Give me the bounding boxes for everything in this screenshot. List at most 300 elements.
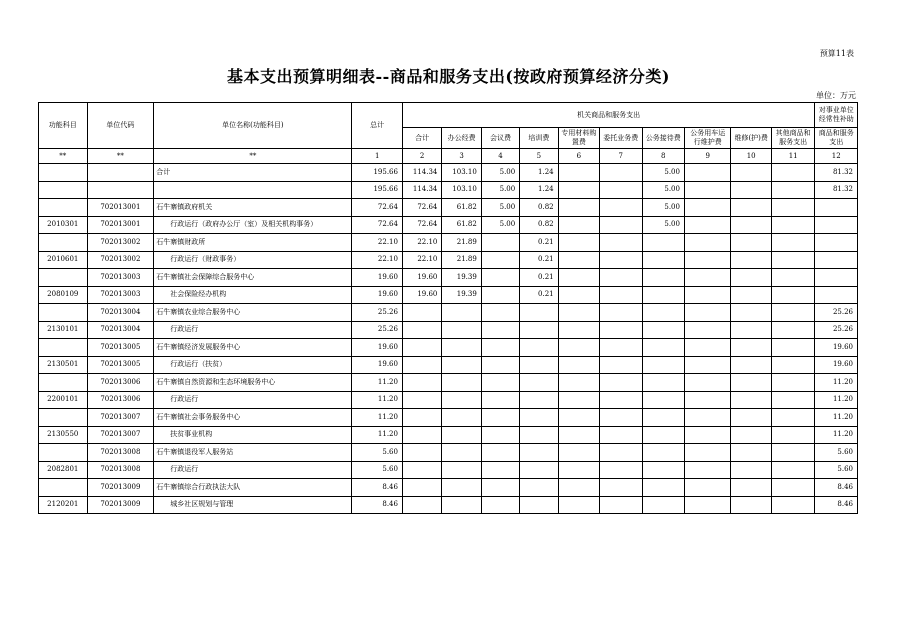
amount-cell: 1.24: [520, 164, 558, 182]
amount-cell: [481, 479, 519, 497]
amount-cell: [684, 216, 731, 234]
amount-cell: [771, 199, 815, 217]
amount-cell: [442, 304, 481, 322]
amount-cell: [558, 269, 599, 287]
amount-cell: [600, 251, 642, 269]
total-cell: 5.60: [352, 444, 403, 462]
subsidy-cell: 5.60: [815, 444, 858, 462]
subsidy-cell: [815, 269, 858, 287]
amount-cell: [520, 374, 558, 392]
amount-cell: 22.10: [402, 251, 441, 269]
total-cell: 72.64: [352, 199, 403, 217]
index-cell: 11: [771, 149, 815, 164]
amount-cell: [402, 391, 441, 409]
amount-cell: [684, 286, 731, 304]
index-cell: 2: [402, 149, 441, 164]
total-cell: 11.20: [352, 374, 403, 392]
amount-cell: [402, 374, 441, 392]
amount-cell: 103.10: [442, 181, 481, 199]
total-cell: 19.60: [352, 356, 403, 374]
amount-cell: [442, 409, 481, 427]
amount-cell: [600, 444, 642, 462]
subsidy-cell: 81.32: [815, 164, 858, 182]
amount-cell: [520, 496, 558, 514]
header-col-1: 办公经费: [442, 128, 481, 149]
unit-code-cell: 702013008: [87, 461, 154, 479]
amount-cell: [771, 286, 815, 304]
subsidy-cell: 19.60: [815, 356, 858, 374]
unit-code-cell: 702013007: [87, 409, 154, 427]
total-cell: 19.60: [352, 269, 403, 287]
subsidy-cell: 25.26: [815, 304, 858, 322]
amount-cell: [520, 426, 558, 444]
unit-code-cell: 702013004: [87, 304, 154, 322]
amount-cell: [600, 426, 642, 444]
unit-code-cell: 702013003: [87, 269, 154, 287]
amount-cell: 19.60: [402, 286, 441, 304]
amount-cell: [771, 479, 815, 497]
index-cell: **: [87, 149, 154, 164]
amount-cell: [642, 286, 684, 304]
unit-note: 单位：万元: [816, 91, 856, 100]
amount-cell: [600, 321, 642, 339]
index-cell: **: [39, 149, 88, 164]
amount-cell: [684, 181, 731, 199]
unit-name-cell: 行政运行（扶贫）: [154, 356, 352, 374]
amount-cell: 72.64: [402, 216, 441, 234]
unit-name-cell: 行政运行: [154, 321, 352, 339]
index-cell: **: [154, 149, 352, 164]
func-subject-cell: [39, 181, 88, 199]
amount-cell: [402, 409, 441, 427]
amount-cell: [731, 426, 771, 444]
unit-name-cell: 行政运行: [154, 391, 352, 409]
table-row: [39, 164, 858, 182]
amount-cell: [402, 479, 441, 497]
amount-cell: [642, 356, 684, 374]
amount-cell: [520, 339, 558, 357]
table-row: [39, 444, 858, 462]
amount-cell: [771, 374, 815, 392]
amount-cell: [520, 391, 558, 409]
func-subject-cell: [39, 164, 88, 182]
unit-code-cell: 702013005: [87, 356, 154, 374]
amount-cell: [600, 391, 642, 409]
amount-cell: [481, 461, 519, 479]
amount-cell: [558, 409, 599, 427]
amount-cell: [731, 286, 771, 304]
amount-cell: [731, 461, 771, 479]
amount-cell: [684, 356, 731, 374]
index-cell: 12: [815, 149, 858, 164]
amount-cell: [481, 269, 519, 287]
unit-name-cell: 城乡社区规划与管理: [154, 496, 352, 514]
table-row: [39, 479, 858, 497]
subsidy-cell: 11.20: [815, 426, 858, 444]
amount-cell: [731, 199, 771, 217]
header-row-1: [39, 103, 858, 128]
amount-cell: [600, 269, 642, 287]
func-subject-cell: 2010301: [39, 216, 88, 234]
amount-cell: [771, 496, 815, 514]
amount-cell: [442, 426, 481, 444]
amount-cell: [600, 164, 642, 182]
amount-cell: [442, 479, 481, 497]
total-cell: 22.10: [352, 234, 403, 252]
header-subsidy-col: 商品和服务支出: [815, 128, 858, 149]
total-cell: 19.60: [352, 339, 403, 357]
amount-cell: [481, 339, 519, 357]
amount-cell: [558, 164, 599, 182]
subsidy-cell: 19.60: [815, 339, 858, 357]
header-col-4: 专用材料购置费: [558, 128, 599, 149]
total-cell: 19.60: [352, 286, 403, 304]
header-group-label: 机关商品和服务支出: [402, 103, 814, 128]
budget-table: [38, 102, 858, 514]
amount-cell: 5.00: [481, 216, 519, 234]
func-subject-cell: [39, 479, 88, 497]
amount-cell: [642, 391, 684, 409]
amount-cell: [684, 251, 731, 269]
amount-cell: [402, 321, 441, 339]
amount-cell: [481, 286, 519, 304]
total-cell: 11.20: [352, 426, 403, 444]
amount-cell: [481, 409, 519, 427]
table-row: [39, 426, 858, 444]
amount-cell: [771, 304, 815, 322]
amount-cell: [600, 304, 642, 322]
unit-name-cell: 石牛寨镇政府机关: [154, 199, 352, 217]
amount-cell: [731, 304, 771, 322]
amount-cell: 19.39: [442, 286, 481, 304]
amount-cell: [558, 199, 599, 217]
index-cell: 3: [442, 149, 481, 164]
amount-cell: [684, 391, 731, 409]
amount-cell: 0.21: [520, 251, 558, 269]
amount-cell: [402, 339, 441, 357]
amount-cell: 5.00: [481, 181, 519, 199]
amount-cell: 19.39: [442, 269, 481, 287]
amount-cell: 19.60: [402, 269, 441, 287]
amount-cell: [771, 181, 815, 199]
func-subject-cell: 2120201: [39, 496, 88, 514]
amount-cell: 114.34: [402, 181, 441, 199]
amount-cell: 5.00: [481, 199, 519, 217]
amount-cell: [684, 199, 731, 217]
unit-name-cell: 社会保险经办机构: [154, 286, 352, 304]
unit-code-cell: 702013004: [87, 321, 154, 339]
table-row: [39, 374, 858, 392]
amount-cell: [684, 339, 731, 357]
index-cell: 6: [558, 149, 599, 164]
index-cell: 7: [600, 149, 642, 164]
total-cell: 25.26: [352, 304, 403, 322]
unit-code-cell: 702013007: [87, 426, 154, 444]
amount-cell: 22.10: [402, 234, 441, 252]
func-subject-cell: 2130101: [39, 321, 88, 339]
amount-cell: [600, 356, 642, 374]
amount-cell: [642, 321, 684, 339]
amount-cell: 21.89: [442, 251, 481, 269]
table-row: [39, 356, 858, 374]
table-row: [39, 304, 858, 322]
func-subject-cell: 2200101: [39, 391, 88, 409]
amount-cell: [481, 356, 519, 374]
amount-cell: [771, 234, 815, 252]
header-col-9: 其他商品和服务支出: [771, 128, 815, 149]
func-subject-cell: [39, 199, 88, 217]
func-subject-cell: [39, 374, 88, 392]
func-subject-cell: 2082801: [39, 461, 88, 479]
amount-cell: [558, 304, 599, 322]
unit-code-cell: [87, 181, 154, 199]
unit-name-cell: 石牛寨镇农业综合服务中心: [154, 304, 352, 322]
amount-cell: [771, 216, 815, 234]
amount-cell: [520, 444, 558, 462]
page-title: 基本支出预算明细表--商品和服务支出(按政府预算经济分类): [227, 67, 670, 86]
amount-cell: [442, 374, 481, 392]
amount-cell: 5.00: [481, 164, 519, 182]
total-cell: 22.10: [352, 251, 403, 269]
func-subject-cell: 2130501: [39, 356, 88, 374]
func-subject-cell: [39, 444, 88, 462]
amount-cell: [771, 251, 815, 269]
amount-cell: [442, 496, 481, 514]
unit-name-cell: 行政运行: [154, 461, 352, 479]
table-row: [39, 321, 858, 339]
amount-cell: [684, 409, 731, 427]
amount-cell: 0.82: [520, 199, 558, 217]
amount-cell: [771, 444, 815, 462]
amount-cell: [600, 374, 642, 392]
amount-cell: [442, 321, 481, 339]
amount-cell: [684, 479, 731, 497]
amount-cell: [684, 496, 731, 514]
amount-cell: [684, 444, 731, 462]
amount-cell: [402, 444, 441, 462]
amount-cell: [731, 374, 771, 392]
total-cell: 11.20: [352, 409, 403, 427]
amount-cell: [481, 251, 519, 269]
unit-code-cell: 702013006: [87, 391, 154, 409]
header-total: 总计: [352, 103, 403, 149]
func-subject-cell: [39, 409, 88, 427]
amount-cell: [731, 251, 771, 269]
amount-cell: [731, 409, 771, 427]
amount-cell: 61.82: [442, 216, 481, 234]
amount-cell: [558, 339, 599, 357]
amount-cell: [442, 444, 481, 462]
amount-cell: [558, 391, 599, 409]
amount-cell: [442, 356, 481, 374]
amount-cell: [642, 461, 684, 479]
unit-name-cell: 石牛寨镇财政所: [154, 234, 352, 252]
amount-cell: [402, 356, 441, 374]
amount-cell: [642, 479, 684, 497]
func-subject-cell: [39, 269, 88, 287]
amount-cell: [684, 321, 731, 339]
header-col-0: 合计: [402, 128, 441, 149]
header-subsidy-label: 对事业单位经常性补助: [815, 103, 858, 128]
amount-cell: [771, 269, 815, 287]
header-unit-name: 单位名称(功能科目): [154, 103, 352, 149]
total-cell: 72.64: [352, 216, 403, 234]
amount-cell: 72.64: [402, 199, 441, 217]
amount-cell: [731, 479, 771, 497]
func-subject-cell: [39, 339, 88, 357]
table-row: [39, 496, 858, 514]
subsidy-cell: 8.46: [815, 496, 858, 514]
amount-cell: [402, 496, 441, 514]
unit-code-cell: 702013005: [87, 339, 154, 357]
amount-cell: [684, 269, 731, 287]
header-col-7: 公务用车运行维护费: [684, 128, 731, 149]
amount-cell: [558, 216, 599, 234]
amount-cell: [771, 409, 815, 427]
amount-cell: [731, 164, 771, 182]
total-cell: 195.66: [352, 164, 403, 182]
amount-cell: [442, 391, 481, 409]
amount-cell: [600, 461, 642, 479]
index-cell: 8: [642, 149, 684, 164]
subsidy-cell: 81.32: [815, 181, 858, 199]
amount-cell: [558, 321, 599, 339]
amount-cell: [600, 286, 642, 304]
amount-cell: 21.89: [442, 234, 481, 252]
amount-cell: [642, 409, 684, 427]
unit-code-cell: 702013001: [87, 216, 154, 234]
unit-code-cell: 702013003: [87, 286, 154, 304]
amount-cell: [558, 479, 599, 497]
unit-code-cell: 702013002: [87, 251, 154, 269]
amount-cell: [731, 216, 771, 234]
table-row: [39, 461, 858, 479]
amount-cell: [642, 426, 684, 444]
subsidy-cell: [815, 234, 858, 252]
header-col-3: 培训费: [520, 128, 558, 149]
amount-cell: [642, 234, 684, 252]
amount-cell: 61.82: [442, 199, 481, 217]
unit-name-cell: 合计: [154, 164, 352, 182]
amount-cell: [481, 374, 519, 392]
index-cell: 10: [731, 149, 771, 164]
amount-cell: [558, 461, 599, 479]
amount-cell: [481, 496, 519, 514]
table-row: [39, 181, 858, 199]
total-cell: 11.20: [352, 391, 403, 409]
table-row: [39, 391, 858, 409]
amount-cell: [442, 339, 481, 357]
subsidy-cell: 25.26: [815, 321, 858, 339]
amount-cell: [684, 426, 731, 444]
amount-cell: [481, 304, 519, 322]
amount-cell: [558, 234, 599, 252]
unit-name-cell: 行政运行（政府办公厅（室）及相关机构事务）: [154, 216, 352, 234]
subsidy-cell: [815, 251, 858, 269]
unit-name-cell: 石牛寨镇综合行政执法大队: [154, 479, 352, 497]
table-row: [39, 234, 858, 252]
func-subject-cell: [39, 234, 88, 252]
amount-cell: [558, 444, 599, 462]
table-row: [39, 251, 858, 269]
amount-cell: [771, 426, 815, 444]
amount-cell: 0.21: [520, 286, 558, 304]
amount-cell: [481, 444, 519, 462]
amount-cell: [520, 304, 558, 322]
amount-cell: [731, 356, 771, 374]
amount-cell: [520, 321, 558, 339]
amount-cell: [642, 374, 684, 392]
header-col-8: 维修(护)费: [731, 128, 771, 149]
amount-cell: 0.82: [520, 216, 558, 234]
header-col-2: 会议费: [481, 128, 519, 149]
amount-cell: 5.00: [642, 199, 684, 217]
total-cell: 5.60: [352, 461, 403, 479]
total-cell: 25.26: [352, 321, 403, 339]
func-subject-cell: [39, 304, 88, 322]
subsidy-cell: 11.20: [815, 391, 858, 409]
unit-name-cell: 扶贫事业机构: [154, 426, 352, 444]
amount-cell: [520, 461, 558, 479]
amount-cell: [600, 234, 642, 252]
amount-cell: [731, 444, 771, 462]
func-subject-cell: 2010601: [39, 251, 88, 269]
subsidy-cell: 11.20: [815, 374, 858, 392]
unit-name-cell: 石牛寨镇社会保障综合服务中心: [154, 269, 352, 287]
amount-cell: [600, 479, 642, 497]
amount-cell: [731, 391, 771, 409]
amount-cell: [442, 461, 481, 479]
amount-cell: [684, 164, 731, 182]
amount-cell: [731, 496, 771, 514]
subsidy-cell: 11.20: [815, 409, 858, 427]
header-func-subject: 功能科目: [39, 103, 88, 149]
amount-cell: [731, 269, 771, 287]
amount-cell: [731, 321, 771, 339]
amount-cell: 103.10: [442, 164, 481, 182]
header-col-5: 委托业务费: [600, 128, 642, 149]
unit-name-cell: 石牛寨镇社会事务服务中心: [154, 409, 352, 427]
index-cell: 4: [481, 149, 519, 164]
subsidy-cell: 5.60: [815, 461, 858, 479]
amount-cell: [642, 496, 684, 514]
amount-cell: [771, 164, 815, 182]
amount-cell: 0.21: [520, 234, 558, 252]
table-row: [39, 339, 858, 357]
table-row: [39, 286, 858, 304]
amount-cell: [481, 234, 519, 252]
amount-cell: [402, 304, 441, 322]
amount-cell: [642, 251, 684, 269]
amount-cell: 0.21: [520, 269, 558, 287]
amount-cell: [600, 409, 642, 427]
amount-cell: [600, 181, 642, 199]
amount-cell: [642, 269, 684, 287]
subsidy-cell: [815, 286, 858, 304]
amount-cell: 5.00: [642, 164, 684, 182]
unit-name-cell: [154, 181, 352, 199]
header-col-6: 公务接待费: [642, 128, 684, 149]
unit-name-cell: 石牛寨镇退役军人服务站: [154, 444, 352, 462]
table-row: [39, 269, 858, 287]
amount-cell: 5.00: [642, 216, 684, 234]
index-cell: 5: [520, 149, 558, 164]
amount-cell: [481, 426, 519, 444]
unit-code-cell: 702013009: [87, 479, 154, 497]
amount-cell: [684, 461, 731, 479]
table-row: [39, 409, 858, 427]
amount-cell: [684, 234, 731, 252]
